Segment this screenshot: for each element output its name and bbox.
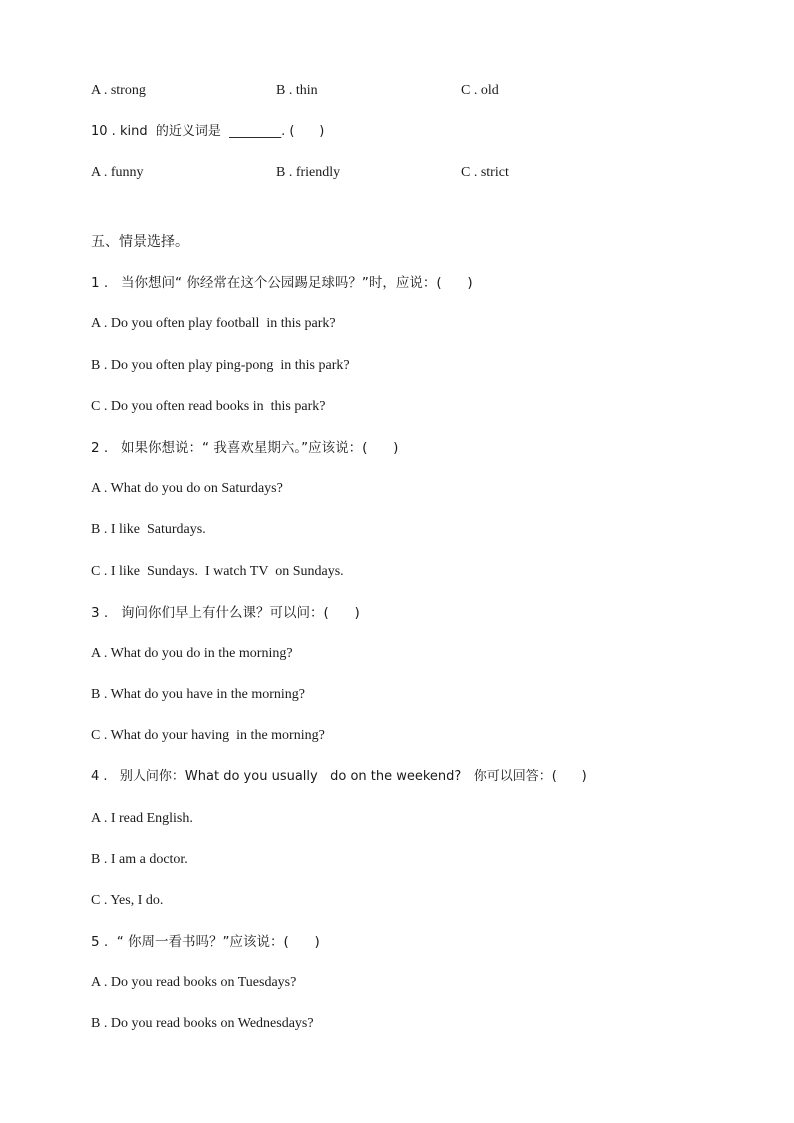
q9-option-c: C . old xyxy=(461,83,499,98)
question-3-stem: 3 . 询问你们早上有什么课？可以问：( ) xyxy=(91,605,360,621)
question-2-option-c: C . I like Sundays. I watch TV on Sundays. xyxy=(91,564,344,579)
question-2-option-b: B . I like Saturdays. xyxy=(91,522,206,537)
q9-option-a: A . strong xyxy=(91,83,146,98)
q10-option-c: C . strict xyxy=(461,165,509,180)
question-5-stem: 5 . “ 你周一看书吗？”应该说：( ) xyxy=(91,934,320,950)
q10-option-b: B . friendly xyxy=(276,165,341,180)
question-1-stem: 1 . 当你想问“ 你经常在这个公园踢足球吗？”时，应说：( ) xyxy=(91,275,473,291)
question-1-option-b: B . Do you often play ping-pong in this park? xyxy=(91,358,350,373)
question-2-option-a: A . What do you do on Saturdays? xyxy=(91,481,283,496)
section-title: 五、情景选择。 xyxy=(91,234,189,250)
question-3-option-a: A . What do you do in the morning? xyxy=(91,646,293,661)
question-4-option-a: A . I read English. xyxy=(91,811,193,826)
question-2-stem: 2 . 如果你想说：“ 我喜欢星期六。”应该说：( ) xyxy=(91,440,399,456)
q10-stem: 10 . kind 的近义词是 ________. ( ) xyxy=(91,124,325,139)
question-3-option-c: C . What do your having in the morning? xyxy=(91,728,325,743)
question-4-stem: 4 . 别人问你：What do you usually do on the weekend? 你可以回答：( ) xyxy=(91,769,587,784)
q9-option-b: B . thin xyxy=(276,83,318,98)
question-4-option-b: B . I am a doctor. xyxy=(91,852,188,867)
question-5-option-a: A . Do you read books on Tuesdays? xyxy=(91,975,297,990)
question-1-option-a: A . Do you often play football in this park? xyxy=(91,316,336,331)
question-1-option-c: C . Do you often read books in this park? xyxy=(91,399,326,414)
question-3-option-b: B . What do you have in the morning? xyxy=(91,687,305,702)
question-4-option-c: C . Yes, I do. xyxy=(91,893,164,908)
question-5-option-b: B . Do you read books on Wednesdays? xyxy=(91,1016,314,1031)
q10-option-a: A . funny xyxy=(91,165,144,180)
